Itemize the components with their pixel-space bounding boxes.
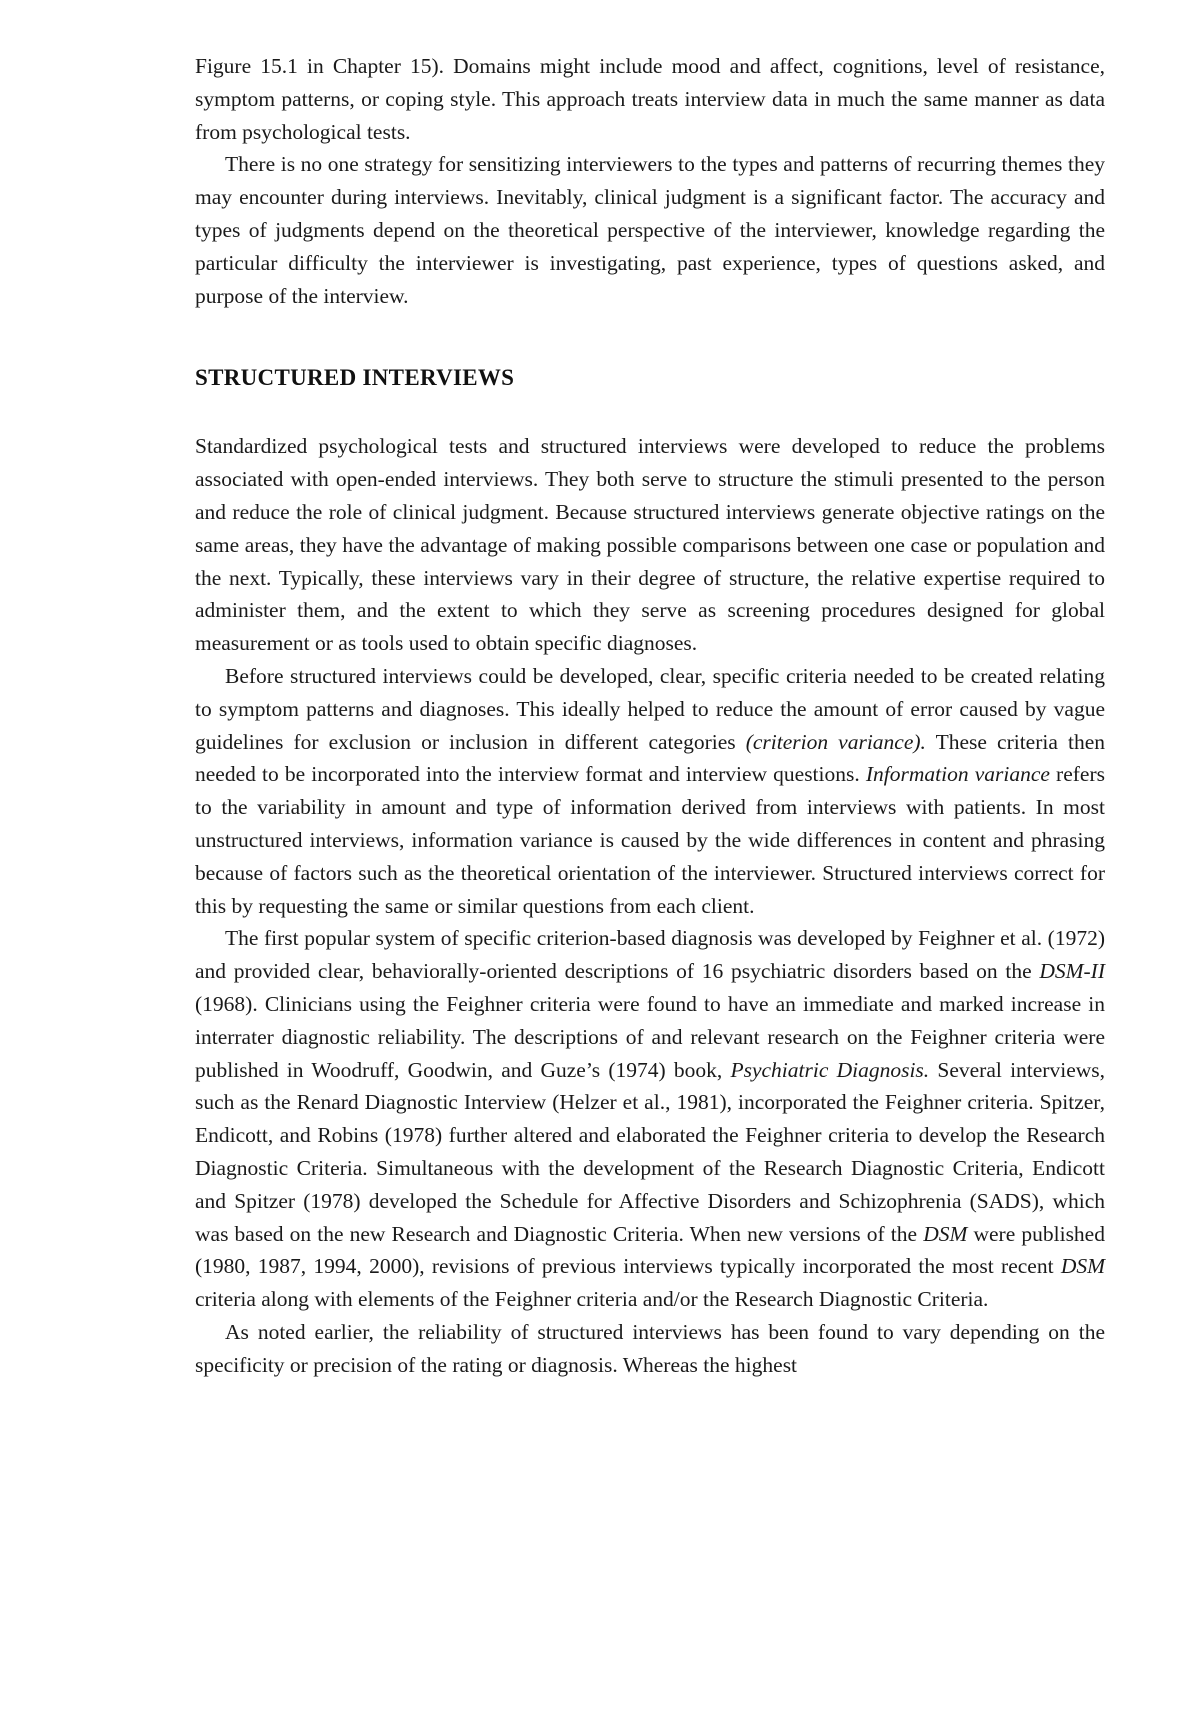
paragraph-criteria-development (195, 660, 1105, 922)
italic-title-dsm: DSM (1060, 1254, 1105, 1279)
text-span: The first popular system of specific criterion-based diagnosis was developed by Feighner et al. (1972) and provided clear, behaviorally-oriented descriptions of 16 psychiatric disorders based on the (195, 926, 1105, 984)
paragraph-clinical-judgment: There is no one strategy for sensitizing interviewers to the types and patterns of recurring themes they may encounter during interviews. Inevitably, clinical judgment is a significant factor. The accuracy and types of judgments depend on the theoretical perspective of the interviewer, knowledge regarding the particular difficulty the interviewer is investigating, past experience, types of questions asked, and purpose of the interview. (195, 152, 1105, 308)
italic-term-criterion-variance: (criterion variance). (745, 729, 926, 754)
italic-title-psychiatric-diagnosis: Psychiatric Diagnosis. (730, 1057, 930, 1082)
paragraph-standardized-tests: Standardized psychological tests and structured interviews were developed to reduce the problems associated with open-ended interviews. They both serve to structure the stimuli presented to the person and reduce the role of clinical judgment. Because structured interviews generate objective ratings on the same areas, they have the advantage of making possible comparisons between one case or population and the next. Typically, these interviews vary in their degree of structure, the relative expertise required to administer them, and the extent to which they serve as screening procedures designed for global measurement or as tools used to obtain specific diagnoses. (195, 434, 1105, 656)
text-span: Before structured interviews could be developed, clear, specific criteria needed to be created relating to symptom patterns and diagnoses. This ideally helped to reduce the amount of error caused by vague guidelines for exclusion or inclusion in different categories (195, 663, 1105, 754)
paragraph-reliability: As noted earlier, the reliability of structured interviews has been found to vary depending on the specificity or precision of the rating or diagnosis. Whereas the highest (195, 1319, 1105, 1377)
document-page (195, 50, 1105, 1381)
text-span: These criteria then needed to be incorporated into the interview format and interview questions. (195, 729, 1105, 787)
text-span: criteria along with elements of the Feighner criteria and/or the Research Diagnostic Criteria. (195, 1287, 989, 1312)
text-span: (1968). Clinicians using the Feighner criteria were found to have an immediate and marked increase in interrater diagnostic reliability. The descriptions of and relevant research on the Feighner criteria were published in Woodruff, Goodwin, and Guze’s (1974) book, (195, 991, 1105, 1082)
text-span: Several interviews, such as the Renard Diagnostic Interview (Helzer et al., 1981), incorporated the Feighner criteria. Spitzer, Endicott, and Robins (1978) further altered and elaborated the Feighner criteria to develop the Research Diagnostic Criteria. Simultaneous with the development of the Research Diagnostic Criteria, Endicott and Spitzer (1978) developed the Schedule for Affective Disorders and Schizophrenia (SADS), which was based on the new Research and Diagnostic Criteria. When new versions of the (195, 1057, 1106, 1246)
paragraph-feighner-criteria (195, 922, 1105, 1316)
italic-title-dsm-ii: DSM-II (1039, 959, 1105, 984)
italic-title-dsm: DSM (923, 1221, 968, 1246)
paragraph-intro-continued: Figure 15.1 in Chapter 15). Domains might include mood and affect, cognitions, level of resistance, symptom patterns, or coping style. This approach treats interview data in much the same manner as data from psychological tests. (195, 54, 1105, 144)
text-span: were published (1980, 1987, 1994, 2000), revisions of previous interviews typically incorporated the most recent (195, 1221, 1105, 1279)
text-span: refers to the variability in amount and type of information derived from interviews with patients. In most unstructured interviews, information variance is caused by the wide differences in content and phrasing because of factors such as the theoretical orientation of the interviewer. Structured interviews correct for this by requesting the same or similar questions from each client. (195, 762, 1105, 918)
section-heading: STRUCTURED INTERVIEWS (195, 365, 515, 391)
italic-term-information-variance: Information variance (865, 762, 1050, 787)
